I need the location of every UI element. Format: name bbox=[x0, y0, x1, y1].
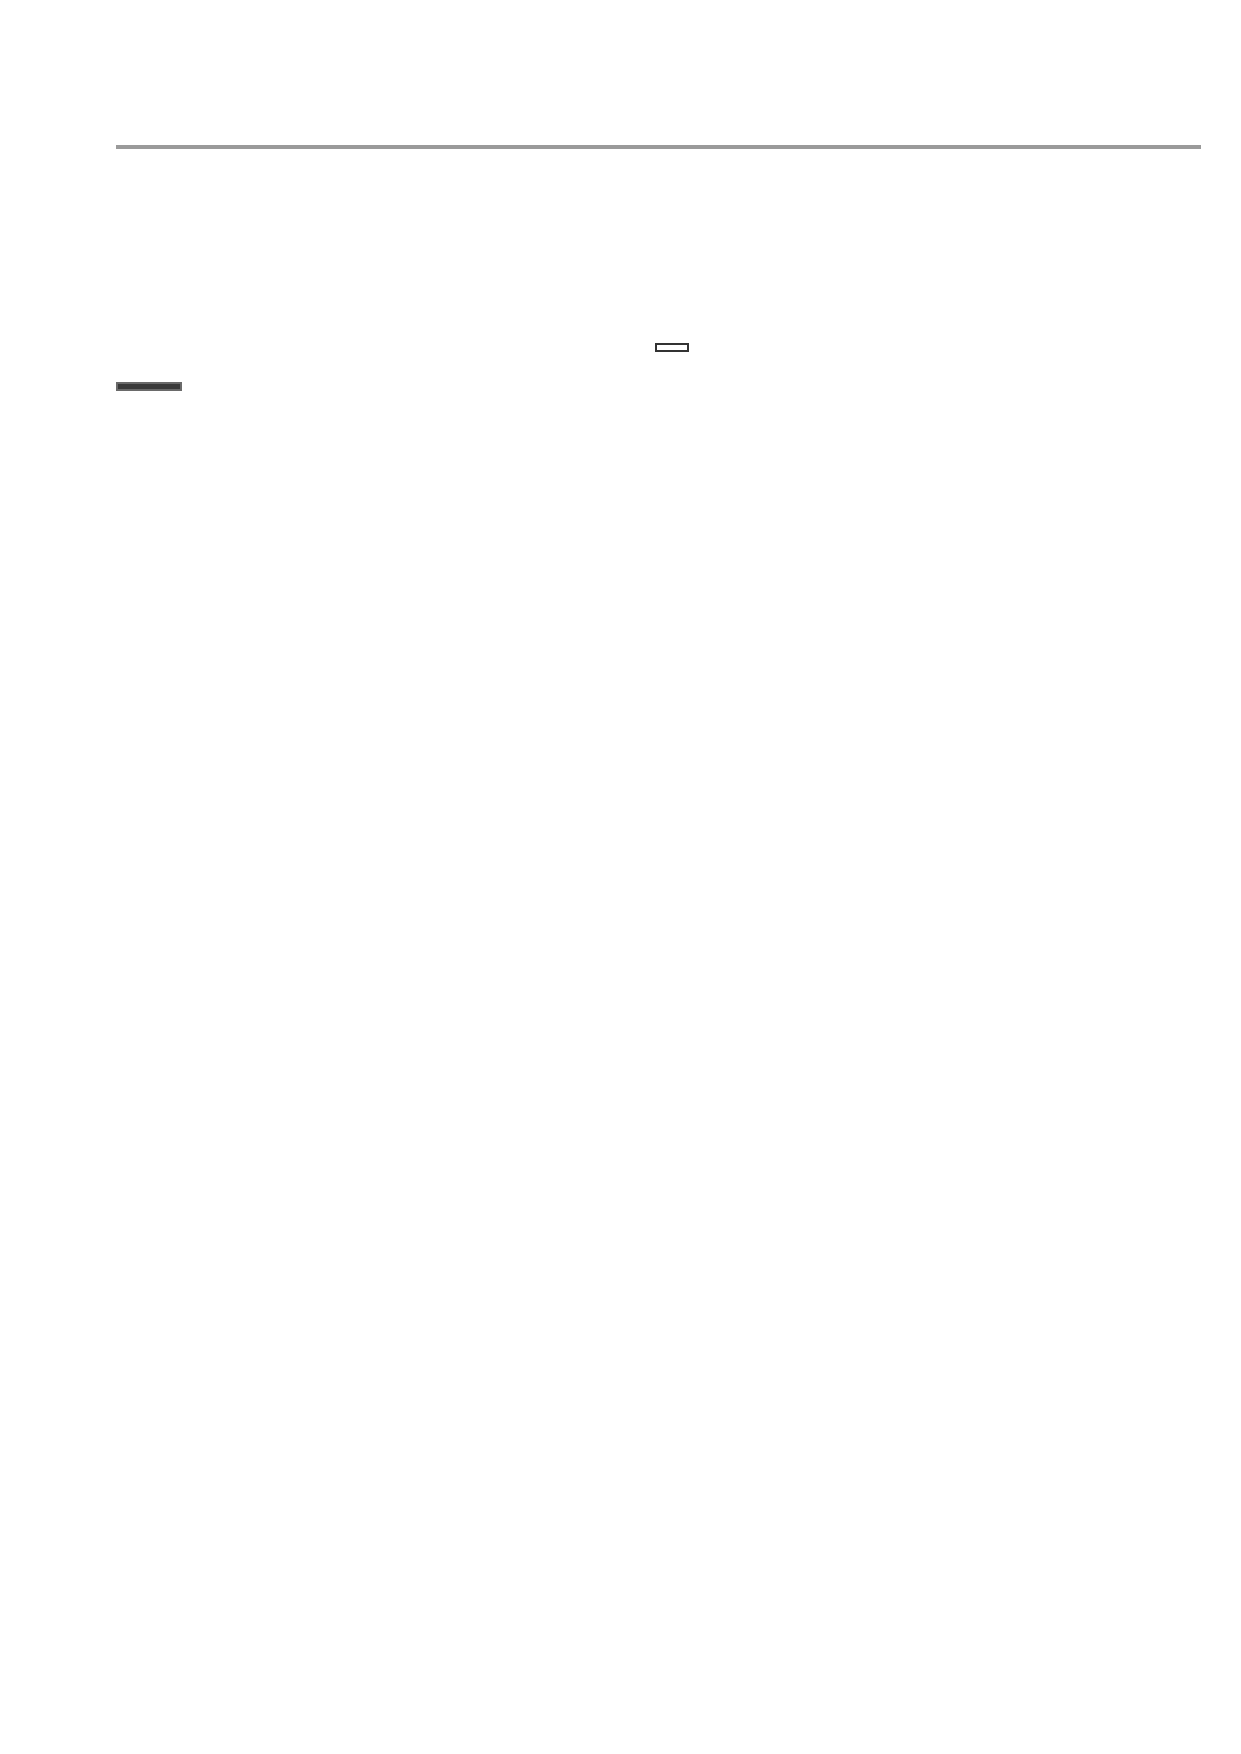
left-column bbox=[116, 330, 596, 403]
right-column bbox=[655, 335, 1135, 382]
intro-block bbox=[116, 167, 1196, 173]
installer-section-header bbox=[655, 343, 689, 352]
user-section-header bbox=[116, 382, 182, 391]
header-rule bbox=[116, 145, 1201, 149]
